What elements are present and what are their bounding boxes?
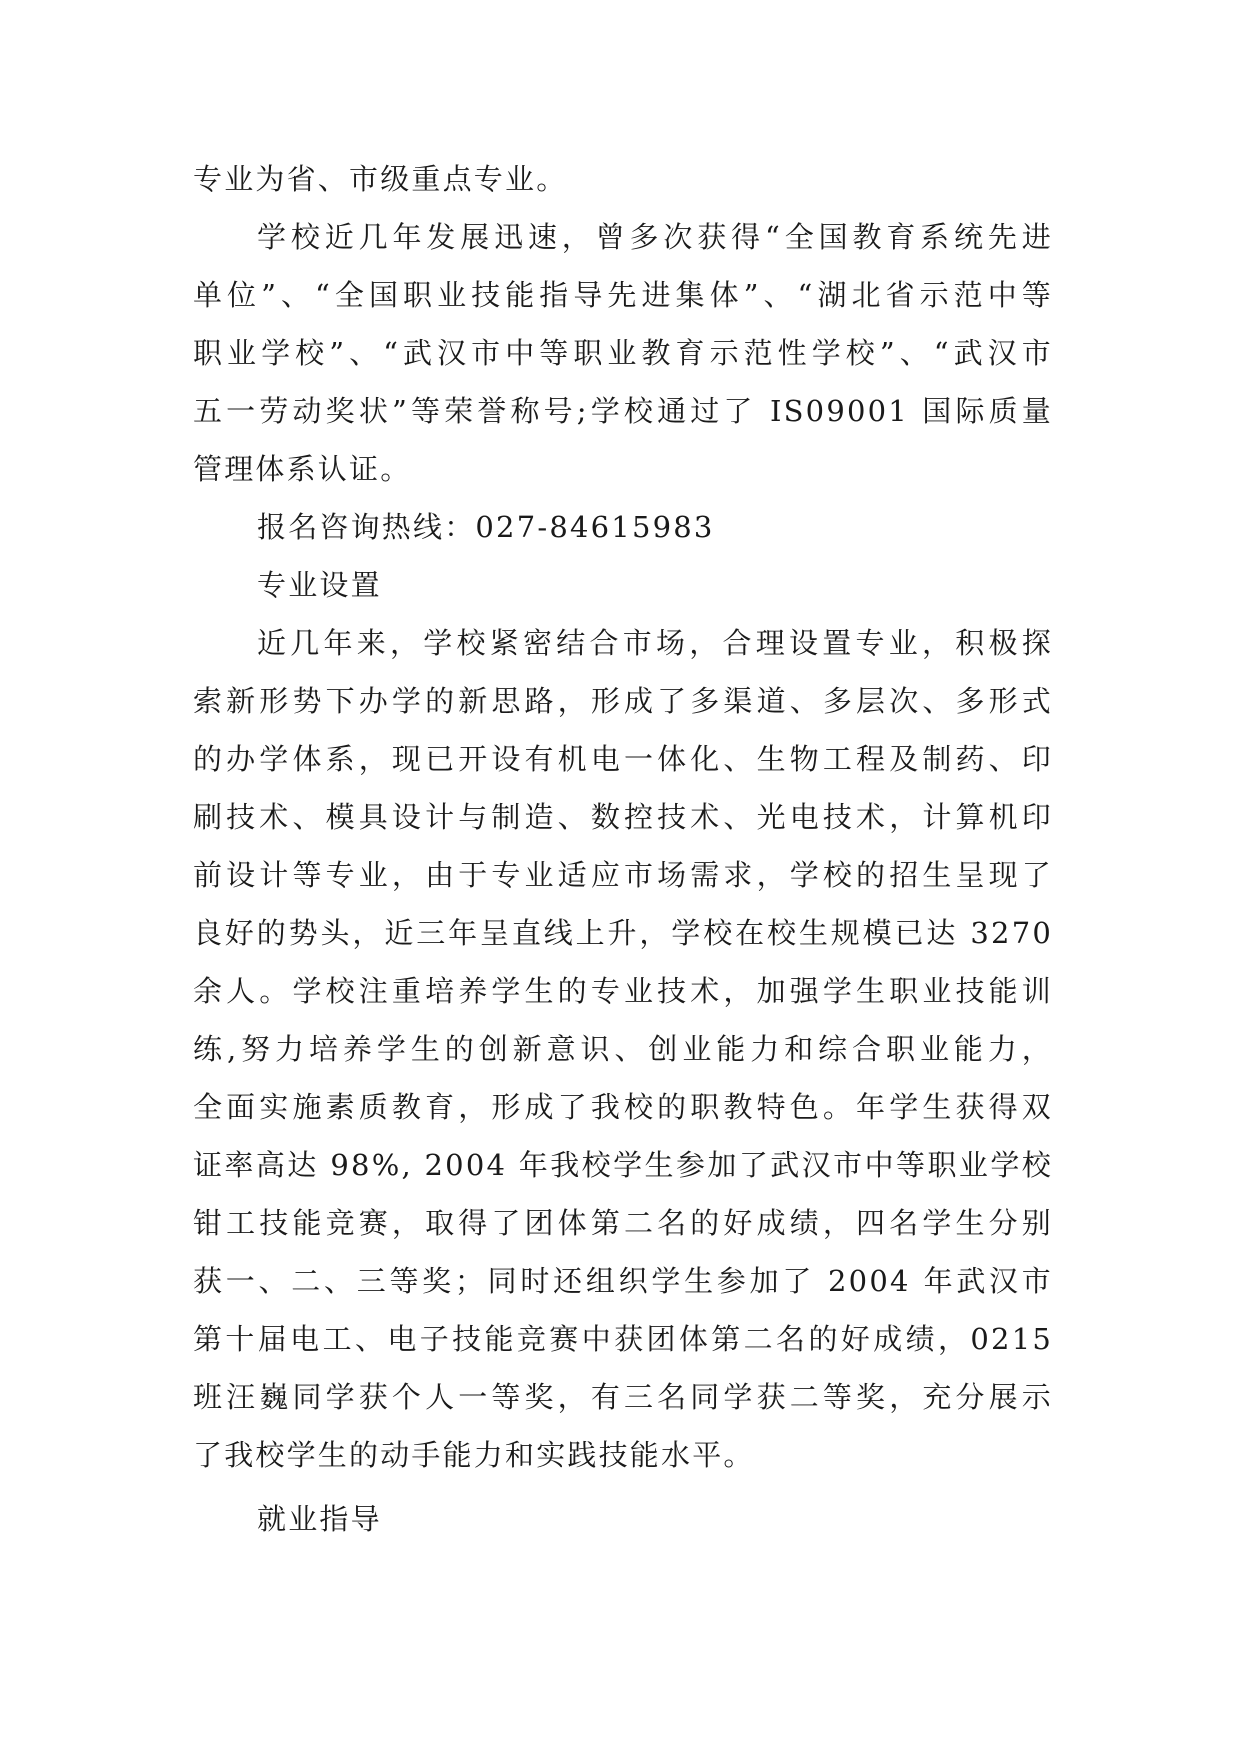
- paragraph-line: 管理体系认证。: [193, 452, 412, 486]
- section-heading-employment: 就业指导: [257, 1502, 382, 1536]
- paragraph-line: 余人。学校注重培养学生的专业技术，加强学生职业技能训: [193, 974, 1053, 1008]
- paragraph-line: 获一、二、三等奖；同时还组织学生参加了 2004 年武汉市: [193, 1264, 1053, 1298]
- paragraph-line: 单位”、“全国职业技能指导先进集体”、“湖北省示范中等: [193, 278, 1053, 312]
- paragraph-line: 职业学校”、“武汉市中等职业教育示范性学校”、“武汉市: [193, 336, 1053, 370]
- paragraph-line: 专业为省、市级重点专业。: [193, 162, 568, 196]
- paragraph-line: 班汪巍同学获个人一等奖，有三名同学获二等奖，充分展示: [193, 1380, 1053, 1414]
- paragraph-line: 钳工技能竞赛，取得了团体第二名的好成绩，四名学生分别: [193, 1206, 1053, 1240]
- paragraph-line: 近几年来，学校紧密结合市场，合理设置专业，积极探: [257, 626, 1053, 660]
- document-page: [193, 150, 1053, 1548]
- paragraph-line: 刷技术、模具设计与制造、数控技术、光电技术，计算机印: [193, 800, 1053, 834]
- hotline-text: 报名咨询热线：027-84615983: [257, 510, 715, 544]
- paragraph-line: 第十届电工、电子技能竞赛中获团体第二名的好成绩，0215: [193, 1322, 1053, 1356]
- paragraph-line: 学校近几年发展迅速，曾多次获得“全国教育系统先进: [257, 220, 1053, 254]
- paragraph-line: 五一劳动奖状”等荣誉称号;学校通过了 IS09001 国际质量: [193, 394, 1053, 428]
- paragraph-line: 前设计等专业，由于专业适应市场需求，学校的招生呈现了: [193, 858, 1053, 892]
- paragraph-line: 良好的势头，近三年呈直线上升，学校在校生规模已达 3270: [193, 916, 1053, 950]
- paragraph-line: 证率高达 98%, 2004 年我校学生参加了武汉市中等职业学校: [193, 1148, 1053, 1182]
- paragraph-line: 的办学体系，现已开设有机电一体化、生物工程及制药、印: [193, 742, 1053, 776]
- section-heading-majors: 专业设置: [257, 568, 382, 602]
- paragraph-line: 了我校学生的动手能力和实践技能水平。: [193, 1438, 755, 1472]
- paragraph-line: 全面实施素质教育，形成了我校的职教特色。年学生获得双: [193, 1090, 1053, 1124]
- paragraph-line: 索新形势下办学的新思路，形成了多渠道、多层次、多形式: [193, 684, 1053, 718]
- paragraph-line: 练,努力培养学生的创新意识、创业能力和综合职业能力，: [193, 1032, 1053, 1066]
